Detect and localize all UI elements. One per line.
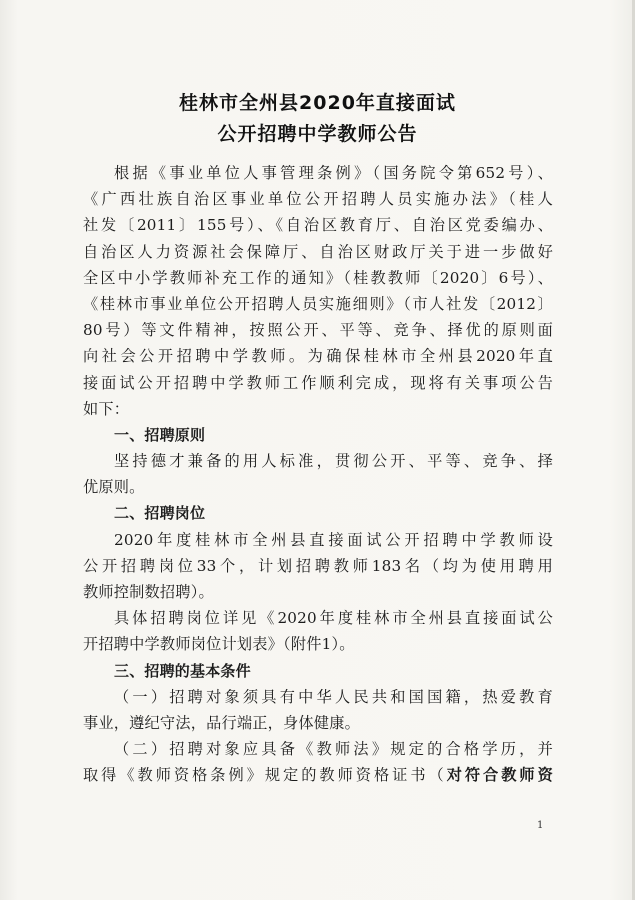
paragraph-line: 接面试公开招聘中学教师工作顺利完成，现将有关事项公告: [83, 373, 553, 392]
paragraph-line: 向社会公开招聘中学教师。为确保桂林市全州县2020年直: [83, 347, 553, 366]
paragraph-line: 80号）等文件精神，按照公开、平等、竞争、择优的原则面: [83, 321, 553, 340]
paragraph-line: 公开招聘岗位33个，计划招聘教师183名（均为使用聘用: [83, 556, 553, 575]
paragraph-line: [83, 762, 553, 788]
paragraph-line: （一）招聘对象须具有中华人民共和国国籍，热爱教育: [114, 687, 553, 706]
paragraph-line: 事业，遵纪守法，品行端正，身体健康。: [83, 713, 360, 732]
paragraph-line: 全区中小学教师补充工作的通知》（桂教教师〔2020〕6号）、: [83, 268, 553, 287]
page-number: 1: [537, 820, 544, 831]
document-title-line-2: 公开招聘中学教师公告: [217, 123, 418, 145]
section-heading-positions: 二、招聘岗位: [114, 504, 206, 523]
paragraph-line: 《广西壮族自治区事业单位公开招聘人员实施办法》（桂人: [83, 190, 553, 209]
paragraph-line: 优原则。: [83, 478, 145, 497]
section-heading-principles: 一、招聘原则: [114, 425, 206, 444]
paragraph-line: 自治区人力资源社会保障厅、自治区财政厅关于进一步做好: [83, 242, 553, 261]
document-title-line-1: 桂林市全州县2020年直接面试: [179, 92, 456, 114]
paragraph-line: 教师控制数招聘）。: [83, 583, 214, 601]
paragraph-line: 社发〔2011〕155号）、《自治区教育厅、自治区党委编办、: [83, 216, 553, 235]
paragraph-line: 《桂林市事业单位公开招聘人员实施细则》（市人社发〔2012〕: [83, 294, 553, 313]
paragraph-line: 具体招聘岗位详见《2020年度桂林市全州县直接面试公: [114, 609, 553, 628]
paragraph-line: （二）招聘对象应具备《教师法》规定的合格学历，并: [114, 740, 553, 759]
paragraph-text: 取得《教师资格条例》规定的教师资格证书（: [83, 766, 447, 785]
bold-text: 对符合教师资: [446, 766, 553, 785]
paragraph-line: 如下：: [83, 399, 130, 418]
paragraph-line: 根据《事业单位人事管理条例》（国务院令第652号）、: [114, 164, 553, 182]
paragraph-line: 坚持德才兼备的用人标准，贯彻公开、平等、竞争、择: [114, 452, 553, 471]
paragraph-line: 2020年度桂林市全州县直接面试公开招聘中学教师设: [114, 530, 553, 549]
document-body: [83, 160, 553, 789]
paragraph-line: 开招聘中学教师岗位计划表》（附件1）。: [83, 635, 355, 654]
section-heading-conditions: 三、招聘的基本条件: [114, 661, 251, 680]
